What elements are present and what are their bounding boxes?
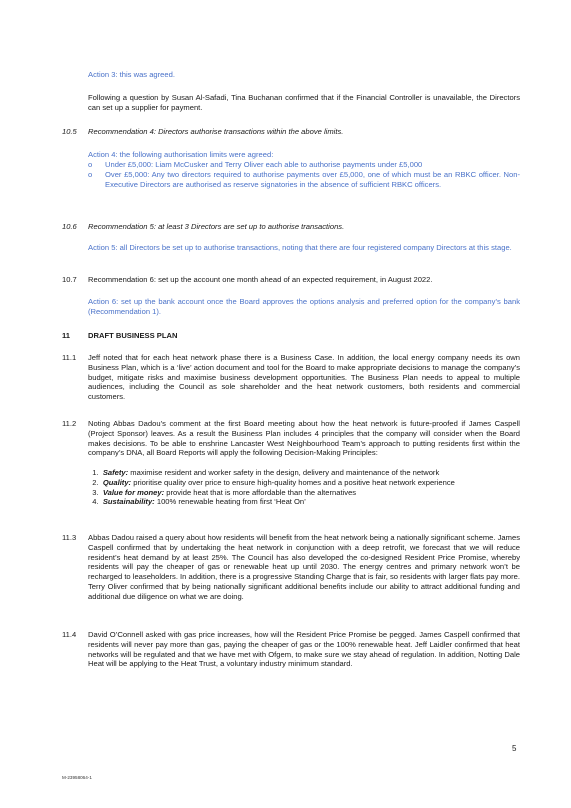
list-item: o Under £5,000: Liam McCusker and Terry Oliver each able to authorise payments under £5,000 bbox=[88, 160, 423, 169]
page-number: 5 bbox=[512, 744, 517, 753]
paragraph-11-3: Abbas Dadou raised a query about how residents will benefit from the heat network being a nationally significant scheme. James Caspell confirmed that by undertaking the heat network in conjunction with a deep retrofit, we forecast that we will reduce resident’s heat demand by at least 25%. The Council has also developed the co-designed Resident Price Promise, whereby residents will pay the cheaper of gas or renewable heat up until 2030. The energy centres and primary network won’t be recharged to leaseholders. In addition, there is a progressive Standing Charge that is fair, so residents with larger flats pay more. Terry Oliver confirmed that by being nationally significant additional benefits include our ability to attract additional funding and additional due diligence on what we are doing. bbox=[88, 533, 520, 601]
paragraph-11-1: Jeff noted that for each heat network phase there is a Business Case. In addition, the local energy company needs its own Business Plan, which is a ‘live’ action document and tool for the Board to make appropriate decisions to manage the company’s budget, mitigate risks and maximise business development opportunities. The Business Plan needs to appeal to multiple audiences, including the Council as sole shareholder and the heat network customers, both residents and commercial customers. bbox=[88, 353, 520, 402]
paragraph-11-4: David O’Connell asked with gas price increases, how will the Resident Price Promise be pegged. James Caspell confirmed that residents will never pay more than gas, paying the cheaper of gas or the 100% renewable heat. Jeff Laidler confirmed that heat networks will be regulated and that we have met with Ofgem, to make sure we stay ahead of regulation. In addition, Notting Dale Heat will be applying to the Heat Trust, a voluntary industry minimum standard. bbox=[88, 630, 520, 669]
list-item: 3. Value for money: provide heat that is more affordable than the alternatives bbox=[92, 487, 357, 497]
section-number-11-2: 11.2 bbox=[62, 419, 77, 428]
action-4-list bbox=[88, 160, 520, 189]
list-item: 4. Sustainability: 100% renewable heating from first ‘Heat On’ bbox=[92, 497, 306, 507]
recommendation-4: Recommendation 4: Directors authorise transactions within the above limits. bbox=[88, 127, 344, 136]
bullet-icon: o bbox=[88, 160, 93, 169]
action-5: Action 5: all Directors be set up to authorise transactions, noting that there are four registered company Directors at this stage. bbox=[88, 243, 512, 252]
section-number-10-7: 10.7 bbox=[62, 275, 77, 284]
action-4-intro: Action 4: the following authorisation limits were agreed: bbox=[88, 150, 274, 159]
list-item: 2. Quality: prioritise quality over price to ensure high-quality homes and a positive heat network experience bbox=[92, 477, 455, 487]
list-item: o Over £5,000: Any two directors required to authorise payments over £5,000, one of which must be an RBKC officer. Non-Executive Directors are authorised as reserve signatories in the absence of sufficient RBKC officers. bbox=[88, 169, 520, 189]
recommendation-6: Recommendation 6: set up the account one month ahead of an expected requirement, in August 2022. bbox=[88, 275, 433, 284]
section-heading-draft-business-plan: DRAFT BUSINESS PLAN bbox=[88, 331, 178, 340]
section-number-11-4: 11.4 bbox=[62, 630, 77, 639]
section-number-11-3: 11.3 bbox=[62, 533, 77, 542]
list-item: 1. Safety: maximise resident and worker safety in the design, delivery and maintenance of the network bbox=[92, 468, 440, 477]
section-number-11: 11 bbox=[62, 331, 71, 340]
document-id: M-23958064-1 bbox=[62, 775, 92, 780]
action-3: Action 3: this was agreed. bbox=[88, 70, 175, 79]
decision-making-principles bbox=[88, 468, 520, 507]
action-6: Action 6: set up the bank account once the Board approves the options analysis and preferred option for the company’s bank (Recommendation 1). bbox=[88, 297, 520, 316]
section-number-11-1: 11.1 bbox=[62, 353, 77, 362]
section-number-10-5: 10.5 bbox=[62, 127, 77, 136]
section-number-10-6: 10.6 bbox=[62, 222, 77, 231]
paragraph-11-2: Noting Abbas Dadou’s comment at the first Board meeting about how the heat network is future-proofed if James Caspell (Project Sponsor) leaves. As a result the Business Plan includes 4 principles that the company will consider when the Board makes decisions. To be able to enshrine Lancaster West Neighbourhood Team’s approach to putting residents first within the company’s DNA, all Board Reports will apply the following Decision-Making Principles: bbox=[88, 419, 520, 458]
recommendation-5: Recommendation 5: at least 3 Directors are set up to authorise transactions. bbox=[88, 222, 345, 231]
bullet-icon: o bbox=[88, 169, 93, 179]
paragraph-financial-controller: Following a question by Susan Al-Safadi, Tina Buchanan confirmed that if the Financial Controller is unavailable, the Directors can set up a supplier for payment. bbox=[88, 93, 520, 112]
